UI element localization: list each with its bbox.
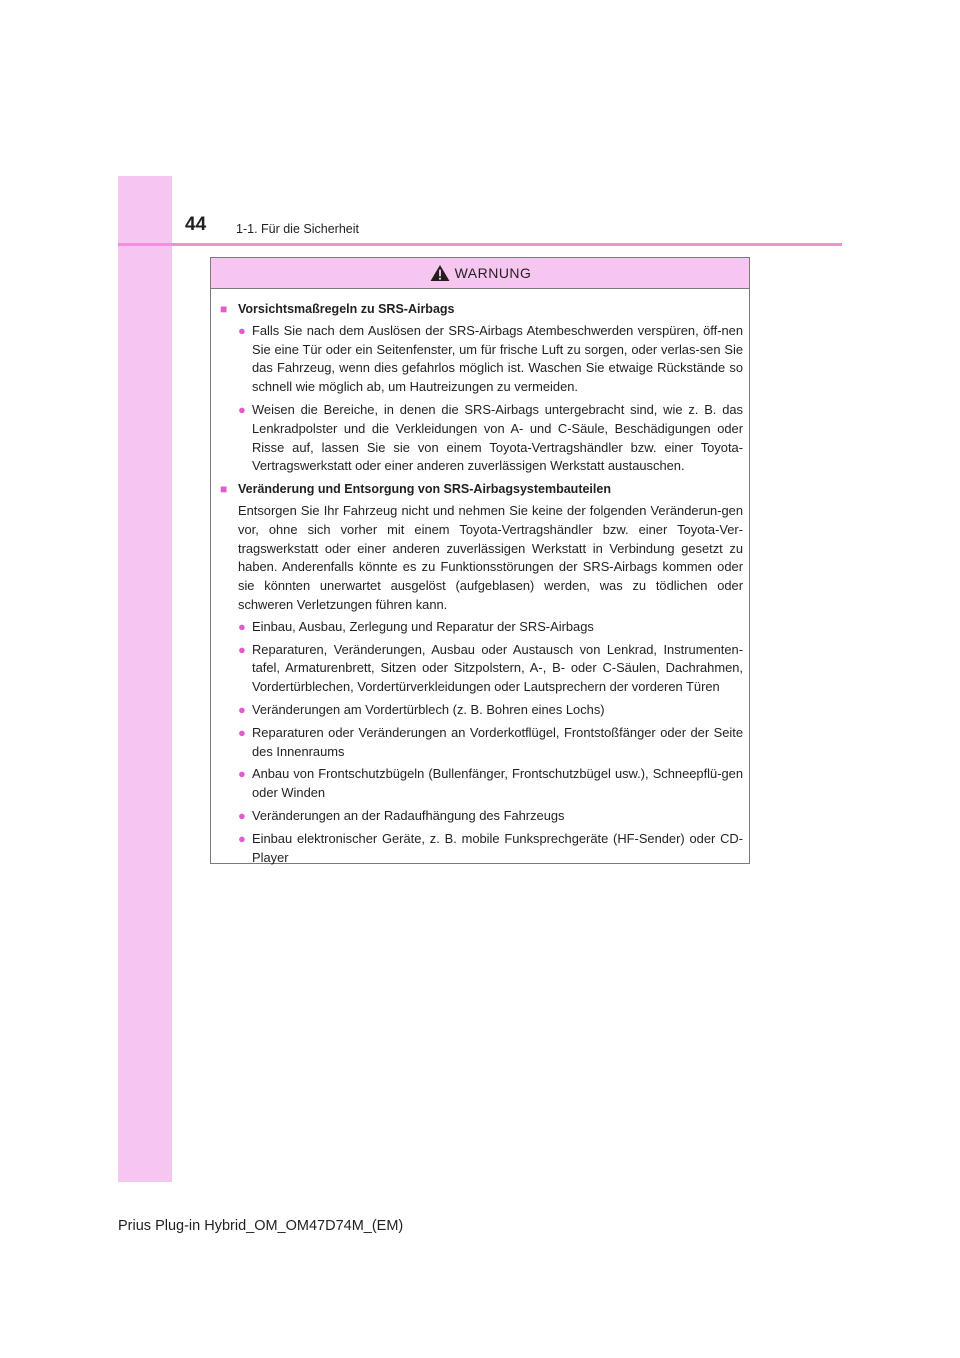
circle-bullet-icon: ●	[238, 618, 246, 634]
warning-title: WARNUNG	[454, 265, 532, 281]
page-number: 44	[185, 214, 207, 235]
footer-doc-id: Prius Plug-in Hybrid_OM_OM47D74M_(EM)	[118, 1218, 404, 1234]
section-heading: ■ Vorsichtsmaßregeln zu SRS-Airbags	[220, 300, 743, 319]
header-rule	[118, 243, 842, 246]
circle-bullet-icon: ●	[238, 641, 246, 657]
list-item: ● Reparaturen, Veränderungen, Ausbau oder Austausch von Lenkrad, Instrumenten-tafel, Armaturenbrett, Sitzen oder Sitzpolstern, A-, B- oder C-Säulen, Dachrahmen, Vordertürblechen, Vordertürverkleidungen oder Lautsprechern der vorderen Türen	[220, 641, 743, 697]
warning-box	[210, 257, 750, 864]
list-item: ● Weisen die Bereiche, in denen die SRS-Airbags untergebracht sind, wie z. B. das Lenkradpolster und die Verkleidungen von A- und C-Säule, Beschädigungen oder Risse auf, lassen Sie sie von einem Toyota-Vertragshändler bzw. einer Toyota-Vertragswerkstatt oder einer anderen zuverlässigen Werkstatt austauschen.	[220, 401, 743, 476]
square-bullet-icon: ■	[220, 302, 228, 316]
warning-triangle-icon	[429, 264, 451, 282]
circle-bullet-icon: ●	[238, 701, 246, 717]
circle-bullet-icon: ●	[238, 724, 246, 740]
list-item: ● Einbau elektronischer Geräte, z. B. mobile Funksprechgeräte (HF-Sender) oder CD-Player	[220, 830, 743, 868]
list-item: ● Falls Sie nach dem Auslösen der SRS-Airbags Atembeschwerden verspüren, öff-nen Sie eine Tür oder ein Seitenfenster, um für frische Luft zu sorgen, oder verlas-sen Sie das Fahrzeug, wenn dies gefahrlos möglich ist. Waschen Sie etwaige Rückstände so schnell wie möglich ab, um Hautreizungen zu vermeiden.	[220, 322, 743, 397]
warning-body	[211, 289, 749, 867]
circle-bullet-icon: ●	[238, 322, 246, 338]
square-bullet-icon: ■	[220, 482, 228, 497]
circle-bullet-icon: ●	[238, 807, 246, 823]
section-intro: Entsorgen Sie Ihr Fahrzeug nicht und nehmen Sie keine der folgenden Veränderun-gen vor, ohne sich vorher mit einem Toyota-Vertragshändler bzw. einer Toyota-Ver-tragswerkstatt oder einer anderen zuverlässigen Werkstatt in Verbindung gesetzt zu haben. Anderenfalls könnte es zu Funktionsstörungen der SRS-Airbags kommen oder sie könnten unerwartet ausgelöst (aufgeblasen) werden, was zu tödlichen oder schweren Verletzungen führen kann.	[238, 502, 743, 612]
side-strip	[118, 176, 172, 1182]
section-title: 1-1. Für die Sicherheit	[236, 222, 359, 236]
circle-bullet-icon: ●	[238, 766, 246, 782]
list-item: ● Anbau von Frontschutzbügeln (Bullenfänger, Frontschutzbügel usw.), Schneepflü-gen oder Winden	[220, 765, 743, 803]
list-item: ● Einbau, Ausbau, Zerlegung und Reparatur der SRS-Airbags	[220, 618, 743, 637]
circle-bullet-icon: ●	[238, 830, 246, 846]
list-item: ● Veränderungen an der Radaufhängung des Fahrzeugs	[220, 807, 743, 826]
circle-bullet-icon: ●	[238, 401, 246, 417]
section-heading: ■ Veränderung und Entsorgung von SRS-Airbagsystembauteilen	[220, 480, 743, 499]
list-item: ● Veränderungen am Vordertürblech (z. B. Bohren eines Lochs)	[220, 701, 743, 720]
list-item: ● Reparaturen oder Veränderungen an Vorderkotflügel, Frontstoßfänger oder der Seite des Innenraums	[220, 724, 743, 762]
warning-header	[211, 258, 749, 289]
